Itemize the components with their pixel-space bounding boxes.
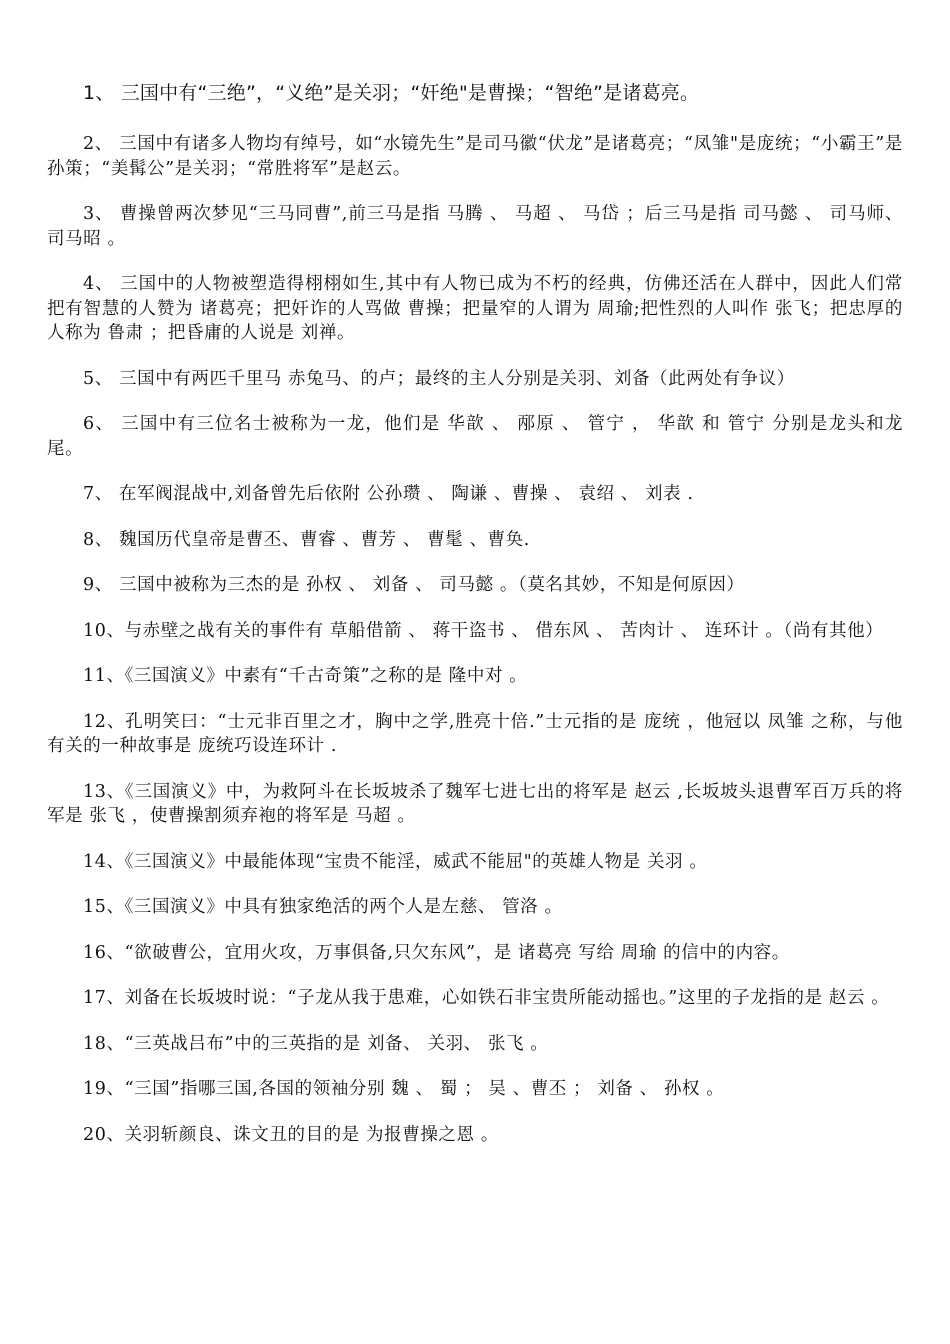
question-18: 18、“三英战吕布”中的三英指的是 刘备、 关羽、 张飞 。 bbox=[83, 1033, 549, 1054]
question-16: 16、“欲破曹公，宜用火攻，万事俱备,只欠东风”，是 诸葛亮 写给 周瑜 的信中的内容。 bbox=[83, 942, 790, 963]
question-19: 19、“三国”指哪三国,各国的领袖分别 魏 、 蜀 ； 吴 、曹丕 ； 刘备 、 孙权 。 bbox=[83, 1079, 725, 1099]
question-9: 9、 三国中被称为三杰的是 孙权 、 刘备 、 司马懿 。（莫名其妙，不知是何原因） bbox=[83, 575, 745, 595]
question-4: 4、 三国中的人物被塑造得栩栩如生,其中有人物已成为不朽的经典，仿佛还活在人群中，因此人们常把有智慧的人赞为 诸葛亮；把奸诈的人骂做 曹操；把量窄的人谓为 周瑜;把性烈的人叫作 张飞；把忠厚的人称为 鲁肃 ；把昏庸的人说是 刘禅。 bbox=[47, 274, 903, 343]
question-1-title: 1、 三国中有“三绝”，“义绝”是关羽；“奸绝"是曹操；“智绝”是诸葛亮。 bbox=[83, 82, 700, 104]
question-3: 3、 曹操曾两次梦见“三马同曹”,前三马是指 马腾 、 马超 、 马岱 ；后三马是指 司马懿 、 司马师、 司马昭 。 bbox=[47, 204, 903, 249]
question-5: 5、 三国中有两匹千里马 赤兔马、的卢；最终的主人分别是关羽、刘备（此两处有争议） bbox=[83, 368, 795, 389]
question-8: 8、 魏国历代皇帝是曹丕、曹睿 、曹芳 、 曹髦 、曹奂. bbox=[83, 529, 530, 550]
question-12: 12、孔明笑曰：“士元非百里之才，胸中之学,胜亮十倍.”士元指的是 庞统 ，他冠以 凤雏 之称，与他有关的一种故事是 庞统巧设连环计 . bbox=[47, 711, 903, 756]
question-2: 2、 三国中有诸多人物均有绰号，如“水镜先生”是司马徽“伏龙”是诸葛亮；“凤雏"是庞统；“小霸王”是孙策；“美髯公”是关羽；“常胜将军”是赵云。 bbox=[47, 134, 903, 179]
question-20: 20、关羽斩颜良、诛文丑的目的是 为报曹操之恩 。 bbox=[83, 1124, 499, 1145]
question-13: 13、《三国演义》中，为救阿斗在长坂坡杀了魏军七进七出的将军是 赵云 ,长坂坡头退曹军百万兵的将军是 张飞 ，使曹操割须弃袍的将军是 马超 。 bbox=[47, 781, 903, 826]
document-page bbox=[47, 76, 903, 1168]
question-10: 10、与赤壁之战有关的事件有 草船借箭 、 蒋干盗书 、 借东风 、 苦肉计 、 连环计 。（尚有其他） bbox=[83, 620, 884, 641]
question-7: 7、 在军阀混战中,刘备曾先后依附 公孙瓒 、 陶谦 、曹操 、 袁绍 、 刘表 . bbox=[83, 484, 694, 504]
question-6: 6、 三国中有三位名士被称为一龙，他们是 华歆 、 邴原 、 管宁 ， 华歆 和 管宁 分别是龙头和龙尾。 bbox=[47, 414, 903, 459]
question-14: 14、《三国演义》中最能体现“宝贵不能淫，威武不能屈"的英雄人物是 关羽 。 bbox=[83, 851, 708, 872]
question-11: 11、《三国演义》中素有“千古奇策”之称的是 隆中对 。 bbox=[83, 666, 528, 686]
question-15: 15、《三国演义》中具有独家绝活的两个人是左慈、 管洛 。 bbox=[83, 897, 563, 917]
question-17: 17、刘备在长坂坡时说：“子龙从我于患难，心如铁石非宝贵所能动摇也。”这里的子龙指的是 赵云 。 bbox=[83, 988, 890, 1008]
